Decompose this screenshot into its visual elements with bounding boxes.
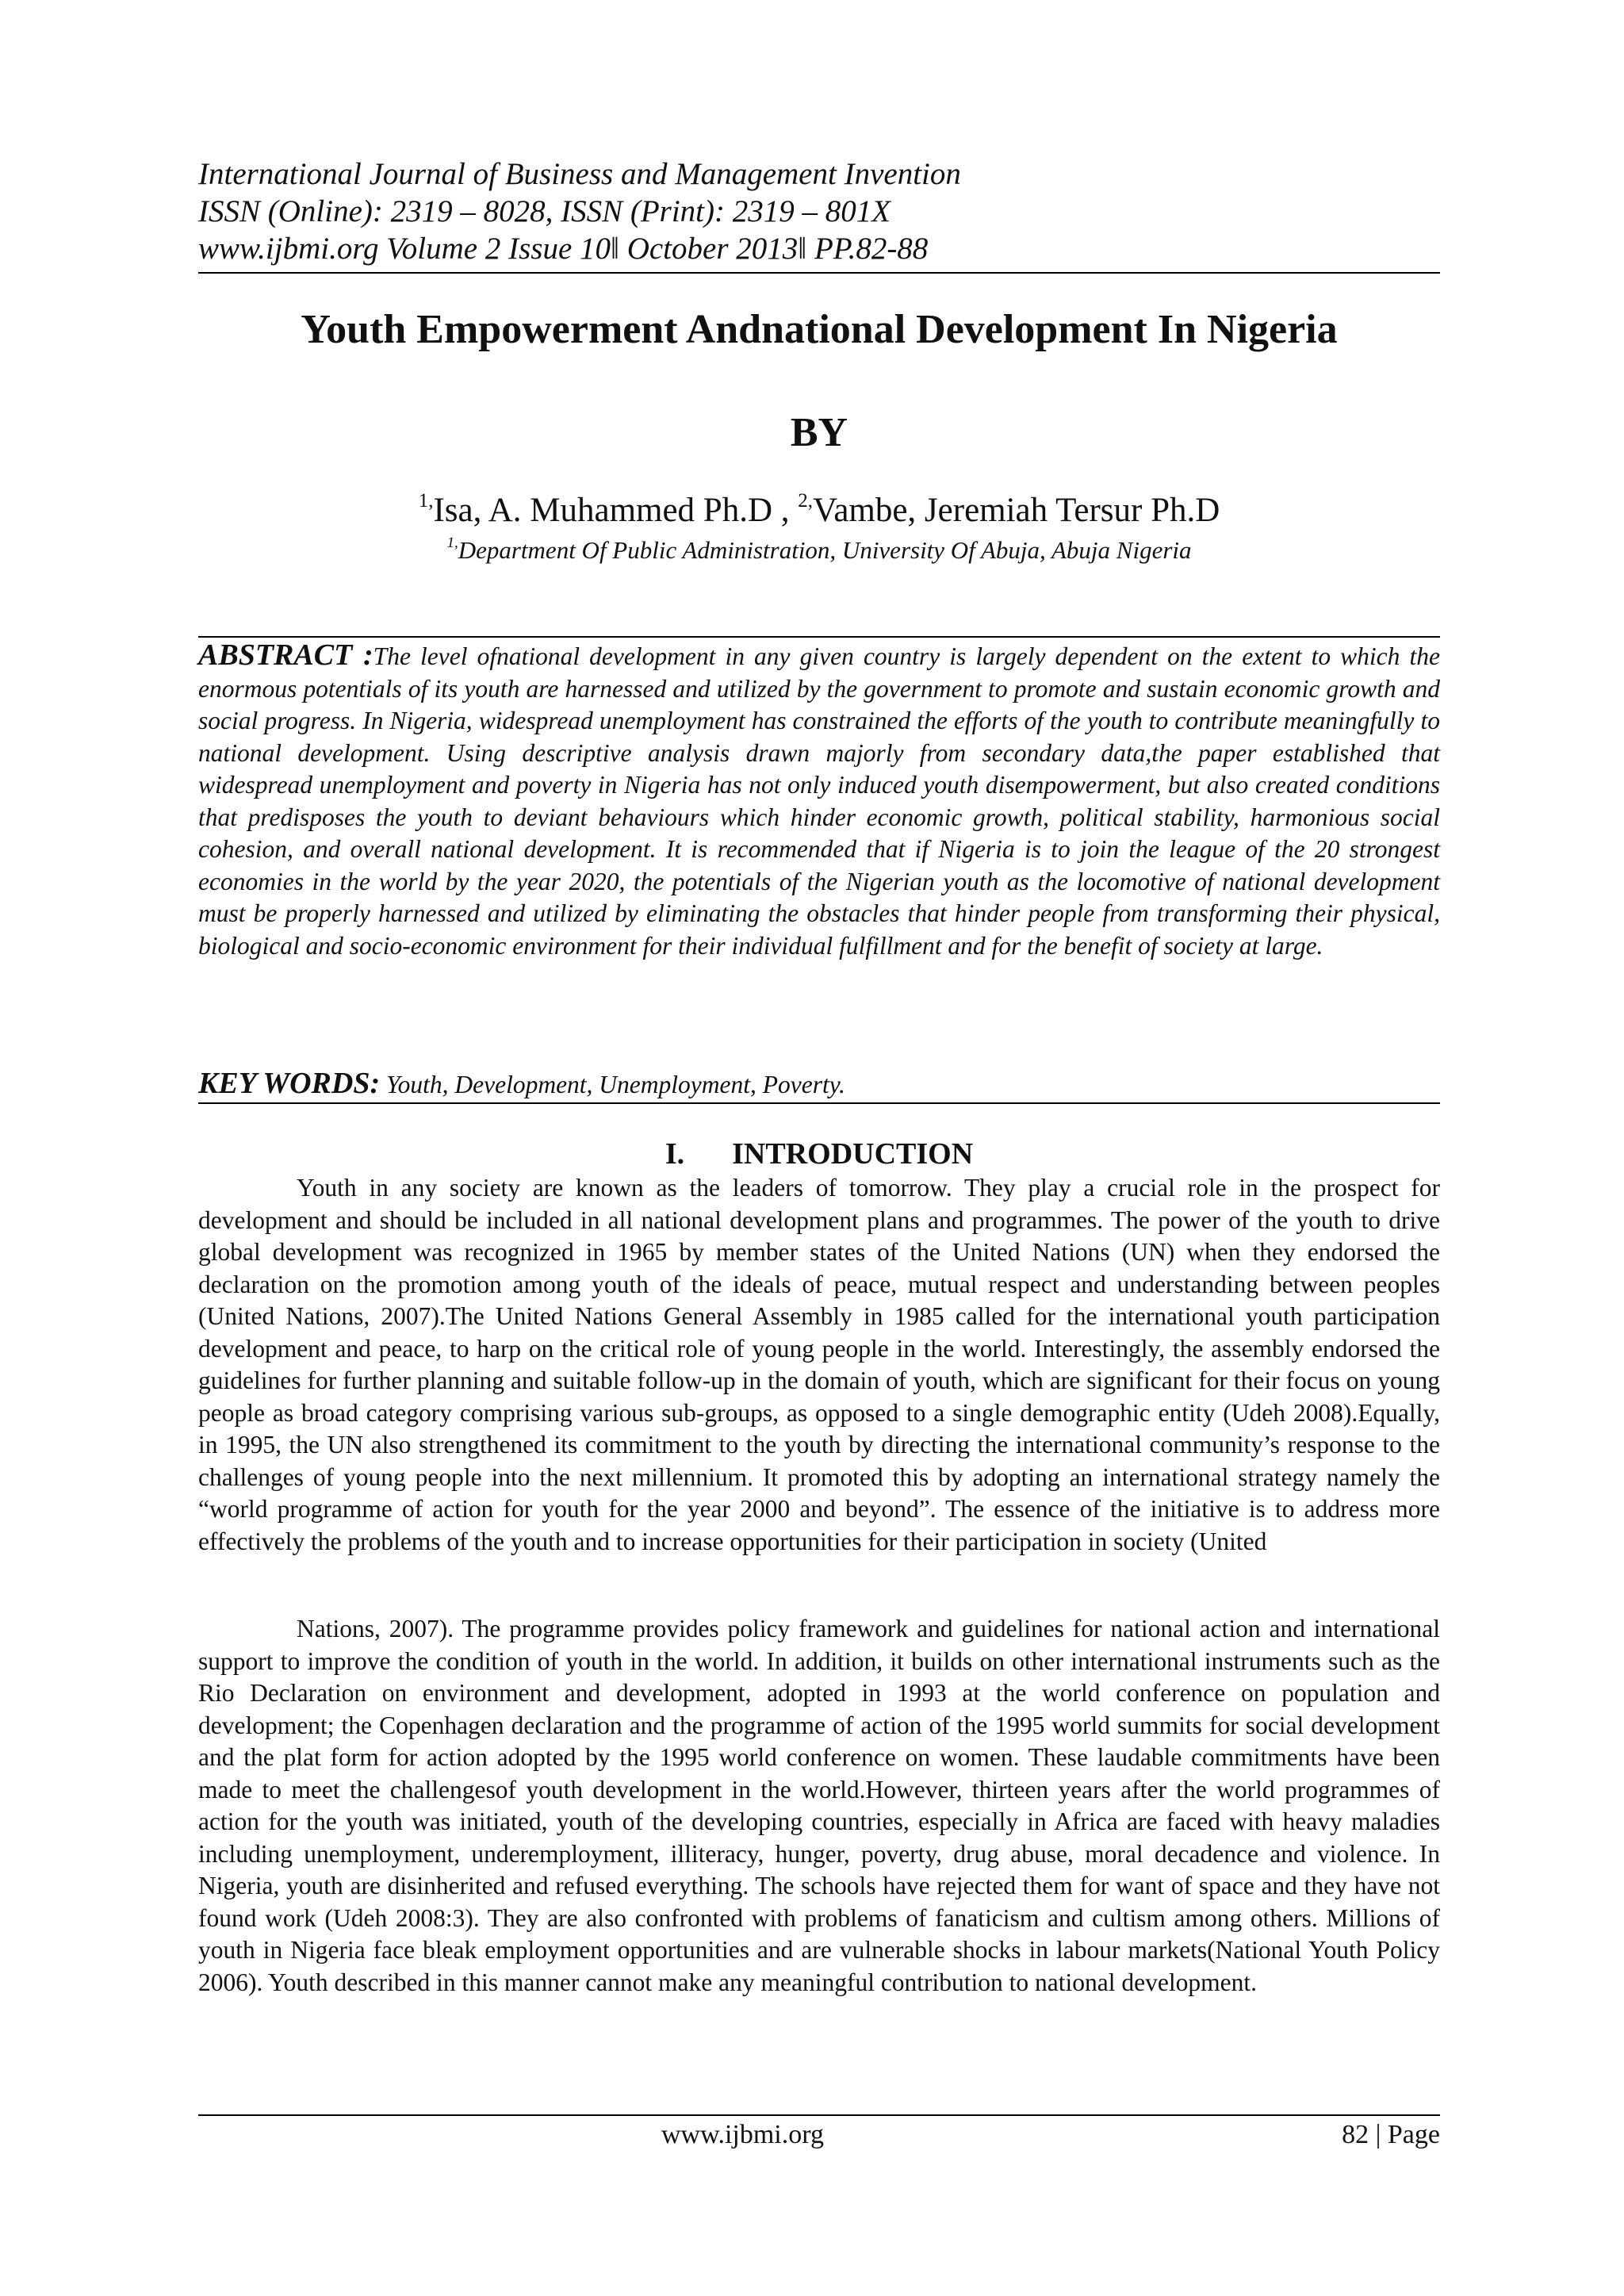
body-paragraph: Youth in any society are known as the leaders of tomorrow. They play a crucial role in the prospect for development and should be included in all national development plans and programmes. The power of the youth to drive global development was recognized in 1965 by member states of the United Nations (UN) when they endorsed the declaration on the promotion among youth of the ideals of peace, mutual respect and understanding between peoples (United Nations, 2007).The United Nations General Assembly in 1985 called for the international youth participation development and peace, to harp on the critical role of young people in the world. Interestingly, the assembly endorsed the guidelines for further planning and suitable follow-up in the domain of youth, which are significant for their focus on young people as broad category comprising various sub-groups, as opposed to a single demographic entity (Udeh 2008).Equally, in 1995, the UN also strengthened its commitment to the youth by directing the international community’s response to the challenges of young people into the next millennium. It promoted this by adopting an international strategy namely the “world programme of action for youth for the year 2000 and beyond”. The essence of the initiative is to address more effectively the problems of the youth and to increase opportunities for their participation in society (United	[198, 1174, 1440, 1555]
header-rule	[198, 272, 1440, 274]
paper-title: Youth Empowerment Andnational Development In Nigeria	[301, 307, 1338, 352]
page-number: 82 | Page	[1342, 2120, 1440, 2149]
footer-rule	[198, 2114, 1440, 2116]
journal-title: International Journal of Business and Management Invention	[198, 157, 961, 191]
author1-name: Isa, A. Muhammed Ph.D ,	[433, 492, 799, 529]
section-title: INTRODUCTION	[732, 1137, 974, 1171]
by-line: BY	[790, 410, 848, 455]
keywords-label: KEY WORDS:	[198, 1067, 381, 1100]
abstract-top-rule	[198, 636, 1440, 638]
footer-url: www.ijbmi.org	[661, 2120, 824, 2149]
keywords-rule	[198, 1102, 1440, 1104]
keywords	[198, 1066, 1440, 1102]
abstract-text: The level ofnational development in any given country is largely dependent on the extent to which the enormous potentials of its youth are harnessed and utilized by the government to promote and sustain economic growth and social progress. In Nigeria, widespread unemployment has constrained the efforts of the youth to contribute meaningfully to national development. Using descriptive analysis drawn majorly from secondary data,the paper established that widespread unemployment and poverty in Nigeria has not only induced youth disempowerment, but also created conditions that predisposes the youth to deviant behaviours which hinder economic growth, political stability, harmonious social cohesion, and overall national development. It is recommended that if Nigeria is to join the league of the 20 strongest economies in the world by the year 2020, the potentials of the Nigerian youth as the locomotive of national development must be properly harnessed and utilized by eliminating the obstacles that hinder people from transforming their physical, biological and socio-economic environment for their individual fulfillment and for the benefit of society at large.	[198, 642, 1440, 960]
abstract-label: ABSTRACT :	[198, 638, 373, 672]
author2-name: Vambe, Jeremiah Tersur Ph.D	[813, 492, 1220, 529]
body-paragraph: Nations, 2007). The programme provides policy framework and guidelines for national action and international support to improve the condition of youth in the world. In addition, it builds on other international instruments such as the Rio Declaration on environment and development, adopted in 1993 at the world conference on population and development; the Copenhagen declaration and the programme of action of the 1995 world summits for social development and the plat form for action adopted by the 1995 world conference on women. These laudable commitments have been made to meet the challengesof youth development in the world.However, thirteen years after the world programmes of action for the youth was initiated, youth of the developing countries, especially in Africa are faced with heavy maladies including unemployment, underemployment, illiteracy, hunger, poverty, drug abuse, moral decadence and violence. In Nigeria, youth are disinherited and refused everything. The schools have rejected them for want of space and they have not found work (Udeh 2008:3). They are also confronted with problems of fanaticism and cultism among others. Millions of youth in Nigeria face bleak employment opportunities and are vulnerable shocks in labour markets(National Youth Policy 2006). Youth described in this manner cannot make any meaningful contribution to national development.	[198, 1615, 1440, 1996]
affiliation	[198, 533, 1440, 568]
author1-superscript: 1,	[418, 490, 434, 512]
journal-header	[198, 155, 1443, 267]
affiliation-text: Department Of Public Administration, University Of Abuja, Abuja Nigeria	[458, 536, 1192, 564]
keywords-text: Youth, Development, Unemployment, Poverty.	[380, 1071, 845, 1098]
journal-issn: ISSN (Online): 2319 – 8028, ISSN (Print): 2319 – 801X	[198, 194, 891, 228]
journal-volume-line: www.ijbmi.org Volume 2 Issue 10ǁ October 2013ǁ PP.82-88	[198, 232, 929, 266]
section-number: I.	[665, 1137, 685, 1171]
author2-superscript: 2,	[798, 490, 814, 512]
affiliation-superscript: 1,	[446, 535, 458, 551]
section-heading	[198, 1136, 1440, 1172]
author-list	[198, 489, 1440, 533]
abstract	[198, 639, 1440, 962]
